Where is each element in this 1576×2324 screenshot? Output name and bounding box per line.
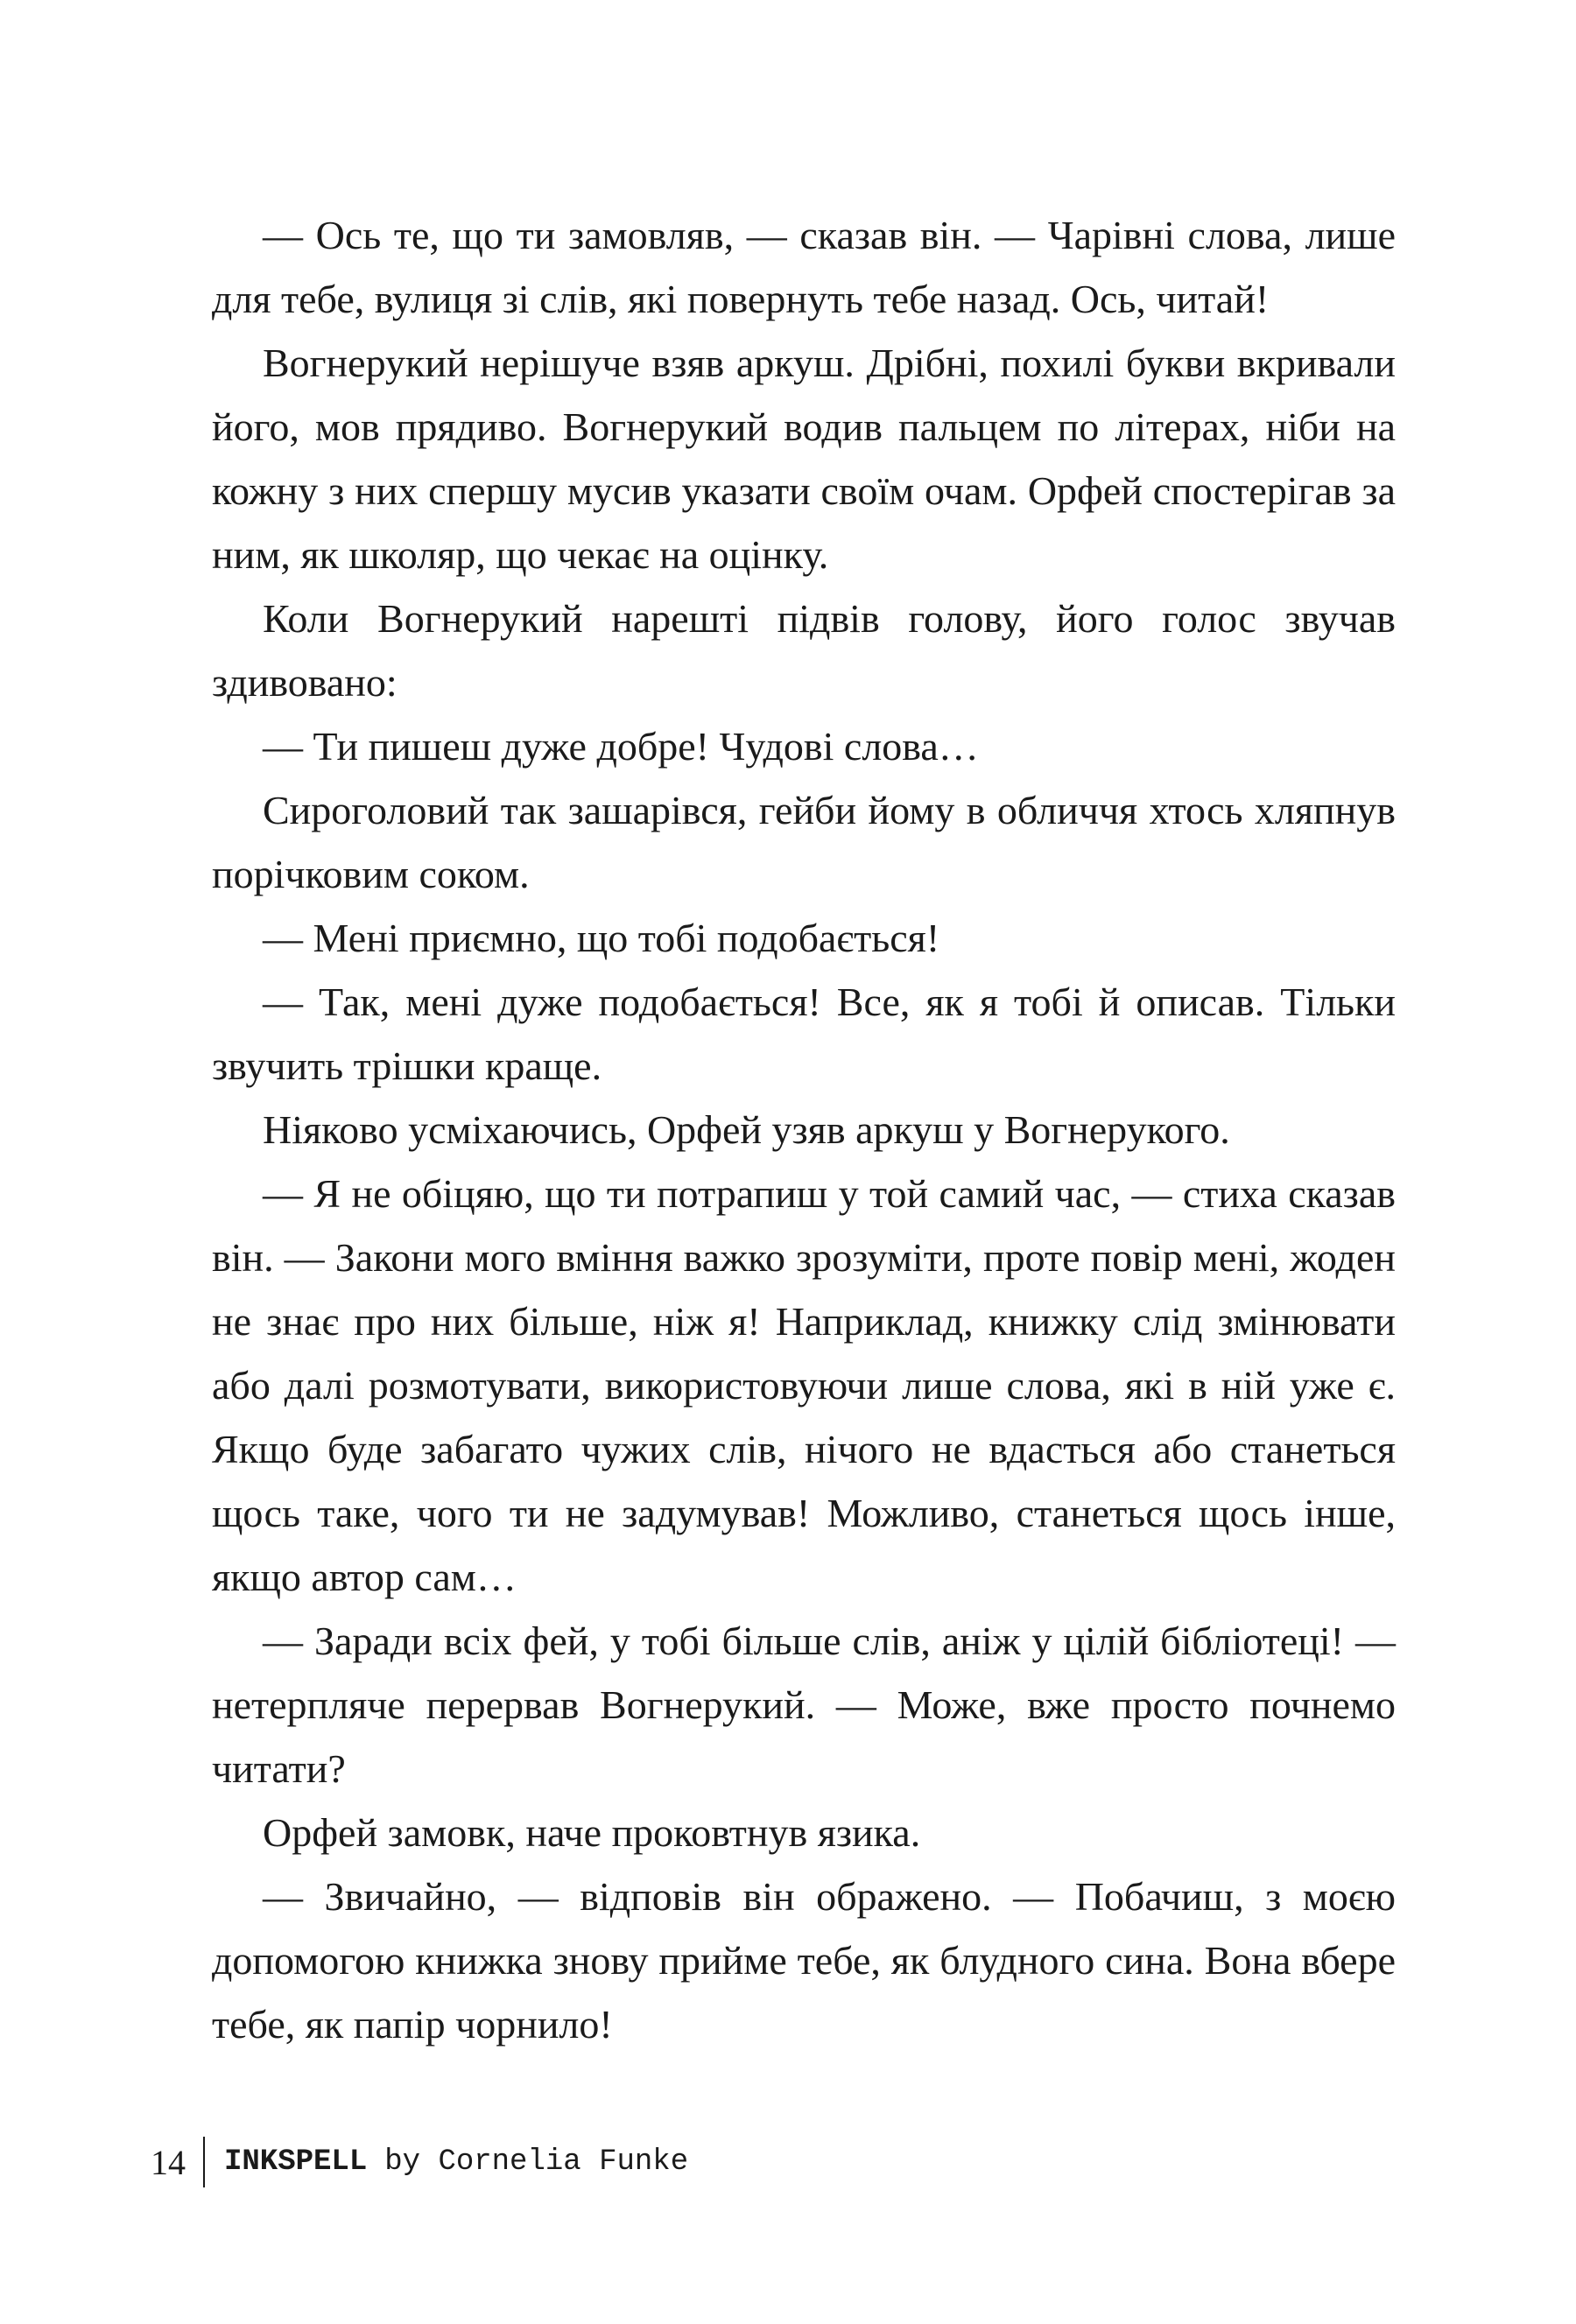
footer-divider	[203, 2137, 205, 2187]
paragraph: Коли Вогнерукий нарешті підвів голову, його голос звучав здивовано:	[212, 596, 1396, 705]
paragraph: — Я не обіцяю, що ти потрапиш у той самий час, — стиха сказав він. — Закони мого вміння важко зрозуміти, проте повір мені, жоден не знає про них більше, ніж я! Наприклад, книжку слід змінювати або далі розмотувати, використовуючи лише слова, які в ній уже є. Якщо буде забагато чужих слів, нічого не вдасться або станеться щось таке, чого ти не задумував! Можливо, станеться щось інше, якщо автор сам…	[212, 1171, 1396, 1599]
paragraph: — Заради всіх фей, у тобі більше слів, аніж у цілій бібліотеці! — нетерпляче перервав Вогнерукий. — Може, вже просто почнемо читати?	[212, 1618, 1396, 1791]
paragraph: Ніяково усміхаючись, Орфей узяв аркуш у Вогнерукого.	[263, 1107, 1230, 1152]
author-byline: by Cornelia Funke	[384, 2145, 689, 2179]
paragraph: Сироголовий так зашарівся, гейби йому в обличчя хтось хляпнув порічковим соком.	[212, 788, 1396, 896]
book-title: INKSPELL	[224, 2145, 368, 2179]
paragraph: — Звичайно, — відповів він ображено. — Побачиш, з моєю допомогою книжка знову прийме тебе, як блудного сина. Вона вбере тебе, як папір чорнило!	[212, 1874, 1396, 2047]
page-footer	[151, 2134, 688, 2190]
paragraph: — Мені приємно, що тобі подобається!	[263, 916, 940, 960]
body-text	[212, 203, 1396, 2056]
paragraph: — Так, мені дуже подобається! Все, як я тобі й описав. Тільки звучить трішки краще.	[212, 979, 1396, 1088]
paragraph: — Ось те, що ти замовляв, — сказав він. — Чарівні слова, лише для тебе, вулиця зі слів, які повернуть тебе назад. Ось, читай!	[212, 213, 1396, 321]
paragraph: Орфей замовк, наче проковтнув язика.	[263, 1810, 921, 1855]
page-number: 14	[151, 2142, 186, 2182]
paragraph: — Ти пишеш дуже добре! Чудові слова…	[263, 724, 979, 769]
paragraph: Вогнерукий нерішуче взяв аркуш. Дрібні, похилі букви вкривали його, мов прядиво. Вогнерукий водив пальцем по літерах, ніби на кожну з них спершу мусив указати своїм очам. Орфей спостерігав за ним, як школяр, що чекає на оцінку.	[212, 341, 1396, 577]
